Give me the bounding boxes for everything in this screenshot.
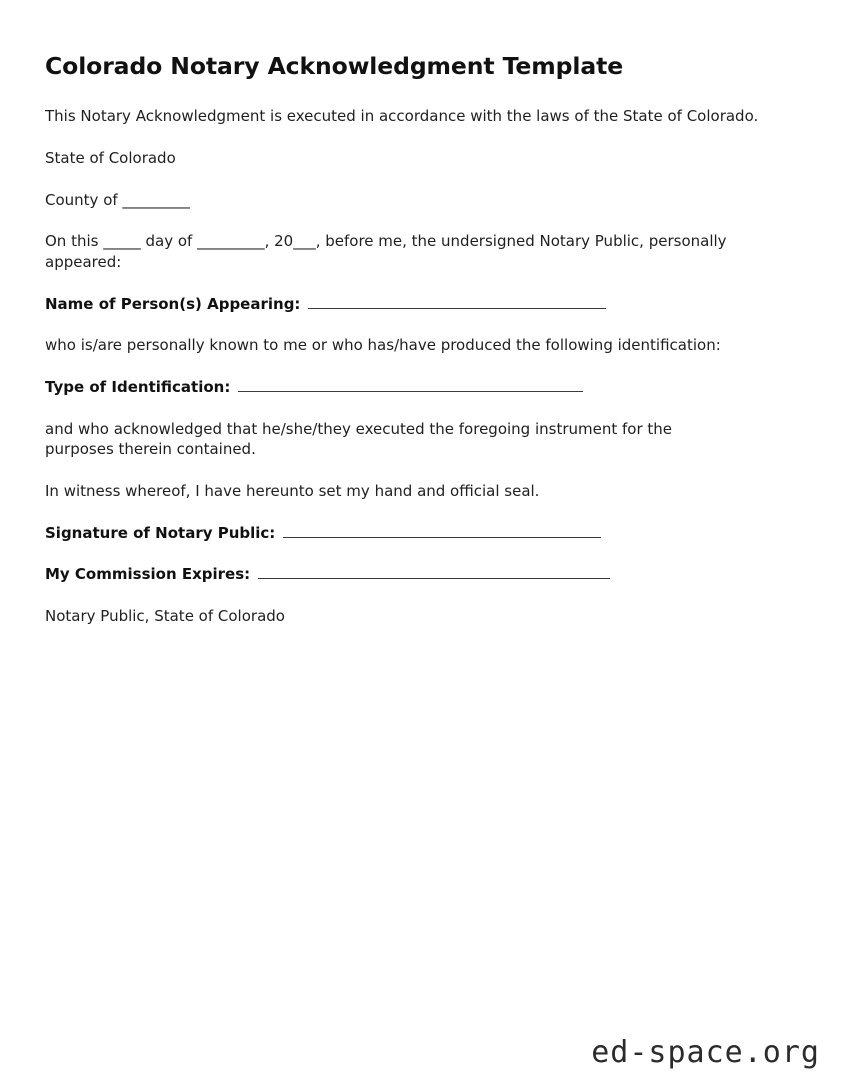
field-blank-rule[interactable] [308,297,606,309]
field-label: Signature of Notary Public: [45,523,276,542]
field-blank-rule[interactable] [283,526,601,538]
witness-paragraph: In witness whereof, I have hereunto set my hand and official seal. [45,482,540,501]
field-label: Name of Person(s) Appearing: [45,294,301,313]
document-body [45,52,799,627]
county-line: County of _________ [45,190,190,209]
field-name-of-persons-appearing[interactable] [45,294,799,315]
field-my-commission-expires[interactable] [45,564,799,585]
intro-paragraph: This Notary Acknowledgment is executed in accordance with the laws of the State of Colorado. [45,107,759,126]
watermark: ed-space.org [591,1035,820,1070]
acknowledgment-paragraph: and who acknowledged that he/she/they executed the foregoing instrument for the purposes therein contained. [45,419,673,459]
field-signature-of-notary-public[interactable] [45,523,799,544]
date-paragraph: On this _____ day of _________, 20___, before me, the undersigned Notary Public, personally appeared: [45,232,727,271]
field-blank-rule[interactable] [238,380,583,392]
state-line: State of Colorado [45,148,176,167]
field-label: My Commission Expires: [45,565,251,584]
closing-line: Notary Public, State of Colorado [45,607,285,626]
page-title: Colorado Notary Acknowledgment Template [45,52,624,80]
field-blank-rule[interactable] [258,568,610,580]
field-label: Type of Identification: [45,378,231,396]
field-type-of-identification[interactable] [45,377,799,398]
identification-paragraph: who is/are personally known to me or who has/have produced the following identification: [45,336,721,355]
